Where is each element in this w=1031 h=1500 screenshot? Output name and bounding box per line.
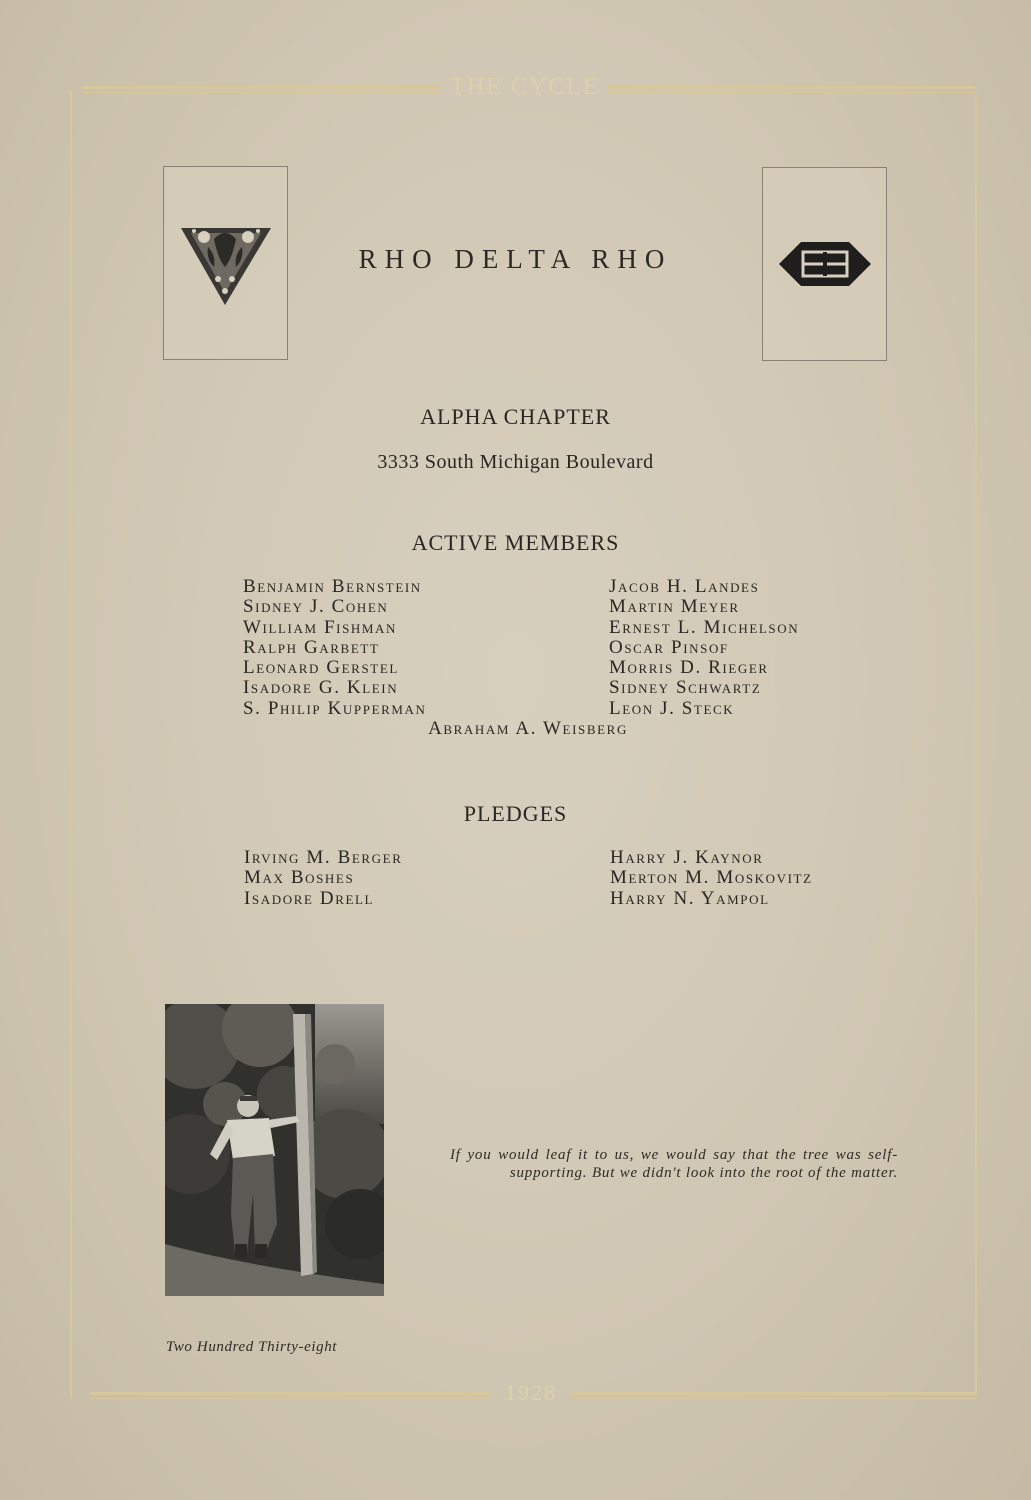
pledges-left-column [244,848,402,909]
photo-man-by-tree [165,1004,384,1296]
member-name: Martin Meyer [609,596,740,618]
member-name: Sidney J. Cohen [243,596,389,618]
frame-bottom-right-rule [572,1392,977,1395]
chapter-address: 3333 South Michigan Boulevard [377,451,654,473]
frame-top-left-rule [82,86,442,89]
member-name: Oscar Pinsof [609,636,729,658]
pledge-name: Harry J. Kaynor [610,847,764,868]
member-name: Morris D. Rieger [609,657,769,679]
active-members-right-column [609,577,799,719]
pledge-name: Max Boshes [244,867,355,889]
member-name: Ralph Garbett [243,636,380,658]
pledge-name: Isadore Drell [244,887,375,909]
member-name: Isadore G. Klein [243,677,399,699]
frame-right-rule [975,95,977,1395]
frame-bottom-left-rule-thin [90,1398,490,1399]
member-name: Leon J. Steck [609,697,735,719]
frame-left-rule [70,90,72,1398]
pledges-heading: PLEDGES [463,801,568,826]
member-name: Leonard Gerstel [243,657,399,679]
member-name: Jacob H. Landes [609,576,760,597]
page-number: Two Hundred Thirty-eight [166,1339,338,1355]
frame-top-left-rule-thin [82,92,442,93]
running-foot: 1928 [505,1380,557,1405]
fraternity-name: RHO DELTA RHO [358,244,673,274]
frame-bottom-right-rule-thin [572,1398,977,1399]
pledge-name: Merton M. Moskovitz [610,867,813,889]
member-name-centered: Abraham A. Weisberg [428,718,628,739]
member-name: Ernest L. Michelson [609,616,800,638]
active-members-heading: ACTIVE MEMBERS [411,530,620,555]
member-name: Sidney Schwartz [609,677,762,699]
photo-caption: If you would leaf it to us, we would say that the tree was self-supporting. But we didn't look into the root of the matter. [450,1147,898,1181]
pledge-name: Irving M. Berger [244,847,403,868]
running-head: THE CYCLE [450,74,600,100]
member-name: Benjamin Bernstein [243,576,422,597]
chapter-name: ALPHA CHAPTER [420,404,611,429]
pledge-name: Harry N. Yampol [610,887,770,909]
frame-bottom-left-rule [90,1392,490,1395]
frame-top-right-rule [608,86,976,89]
active-members-left-column [243,577,427,719]
frame-top-right-rule-thin [608,92,976,93]
pledges-right-column [610,848,813,909]
photograph-image [165,1004,384,1296]
member-name: William Fishman [243,616,398,638]
member-name: S. Philip Kupperman [243,697,427,719]
